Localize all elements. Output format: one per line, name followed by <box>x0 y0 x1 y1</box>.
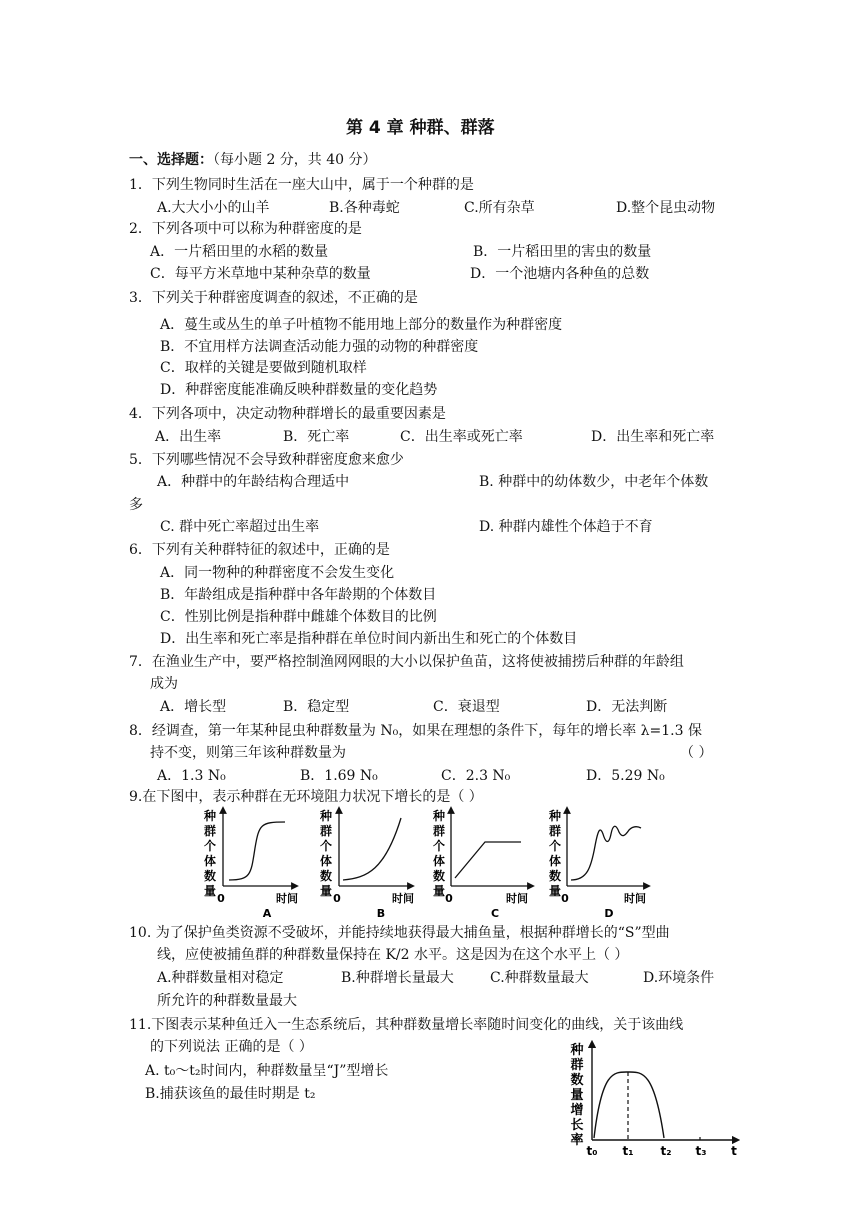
q9-graph-d <box>548 808 647 920</box>
section-header <box>129 150 377 170</box>
q2-option-a: A．一片稻田里的水稻的数量 <box>150 244 329 260</box>
q11-ylabel-2: 群 <box>570 1058 584 1073</box>
q9-stem: 9.在下图中，表示种群在无环境阻力状况下增长的是（ ） <box>129 789 483 805</box>
q11-stem: 11.下图表示某种鱼迁入一生态系统后，其种群数量增长率随时间变化的曲线，关于该曲线 <box>129 1017 684 1033</box>
q9-b-origin: 0 <box>333 892 341 905</box>
q9-c-letter: C <box>490 907 500 920</box>
q4-option-a: A．出生率 <box>155 429 222 445</box>
q11-ylabel-7: 率 <box>570 1133 584 1148</box>
q9-b-letter: B <box>376 907 386 920</box>
q9-c-ylabel-5: 数 <box>432 869 446 883</box>
q4-option-c: C．出生率或死亡率 <box>400 429 523 445</box>
q9-c-ylabel-4: 体 <box>432 854 446 868</box>
q9-b-ylabel-2: 群 <box>319 824 333 838</box>
q9-d-ylabel-4: 体 <box>548 854 562 868</box>
q1-option-a: A.大大小小的山羊 <box>157 200 270 216</box>
q5-option-b-continued: 多 <box>129 497 143 513</box>
q1-option-c: C.所有杂草 <box>464 200 535 216</box>
q6-option-c: C．性别比例是指种群中雌雄个体数目的比例 <box>160 609 437 625</box>
q11-tick-t3: t₃ <box>695 1144 707 1158</box>
q5-option-b: B. 种群中的幼体数少，中老年个体数 <box>479 474 709 490</box>
q9-a-origin: 0 <box>217 892 225 905</box>
q9-d-ylabel-1: 种 <box>548 809 562 823</box>
q9-a-ylabel-4: 体 <box>203 854 217 868</box>
q5-option-d: D. 种群内雄性个体趋于不育 <box>479 519 653 535</box>
q6-option-b: B．年龄组成是指种群中各年龄期的个体数目 <box>160 587 437 603</box>
q9-c-ylabel-3: 个 <box>432 839 446 853</box>
q4-stem: 4．下列各项中，决定动物种群增长的最重要因素是 <box>129 406 446 422</box>
q8-option-d: D．5.29 N₀ <box>586 768 665 784</box>
q6-option-a: A．同一物种的种群密度不会发生变化 <box>160 565 395 581</box>
q8-stem: 8．经调查，第一年某种昆虫种群数量为 N₀，如果在理想的条件下，每年的增长率 λ=1.3 保 <box>129 723 702 739</box>
q9-b-xlabel: 时间 <box>392 892 414 905</box>
q10-option-b: B.种群增长量最大 <box>341 970 454 986</box>
q9-figure <box>195 804 665 922</box>
q7-stem: 7．在渔业生产中，要严格控制渔网网眼的大小以保护鱼苗，这将使被捕捞后种群的年龄组 <box>129 654 684 670</box>
q11-tick-t0: t₀ <box>586 1144 598 1158</box>
q10-stem: 10. 为了保护鱼类资源不受破坏，并能持续地获得最大捕鱼量，根据种群增长的“S”型曲 <box>129 925 670 941</box>
q5-option-c: C. 群中死亡率超过出生率 <box>160 519 320 535</box>
q9-c-curve <box>455 842 521 878</box>
q5-stem: 5．下列哪些情况不会导致种群密度愈来愈少 <box>129 452 404 468</box>
q4-option-d: D．出生率和死亡率 <box>591 429 715 445</box>
q9-d-letter: D <box>604 907 614 920</box>
q3-option-b: B．不宜用样方法调查活动能力强的动物的种群密度 <box>160 339 479 355</box>
q9-b-ylabel-3: 个 <box>319 839 333 853</box>
q2-option-c: C．每平方米草地中某种杂草的数量 <box>150 266 371 282</box>
q1-stem: 1．下列生物同时生活在一座大山中，属于一个种群的是 <box>129 177 474 193</box>
q11-tick-t2: t₂ <box>660 1144 672 1158</box>
q9-a-xlabel: 时间 <box>276 892 298 905</box>
q4-option-b: B．死亡率 <box>283 429 350 445</box>
q9-d-ylabel-2: 群 <box>548 824 562 838</box>
q11-ylabel-4: 量 <box>570 1088 584 1103</box>
section-heading: 一、选择题： <box>129 152 213 168</box>
q10-option-c: C.种群数量最大 <box>490 970 589 986</box>
q9-b-ylabel-4: 体 <box>319 854 333 868</box>
page-title: 第 4 章 种群、群落 <box>346 118 495 138</box>
q9-c-ylabel-2: 群 <box>432 824 446 838</box>
q11-tick-t: t <box>731 1144 737 1158</box>
q9-c-ylabel-6: 量 <box>432 884 446 898</box>
q9-d-ylabel-5: 数 <box>548 869 562 883</box>
q3-option-a: A．蔓生或丛生的单子叶植物不能用地上部分的数量作为种群密度 <box>160 317 563 333</box>
q9-c-origin: 0 <box>445 892 453 905</box>
q9-graph-a <box>203 808 298 920</box>
q6-stem: 6．下列有关种群特征的叙述中，正确的是 <box>129 542 390 558</box>
q9-a-ylabel-6: 量 <box>203 884 217 898</box>
q9-d-ylabel-6: 量 <box>548 884 562 898</box>
q9-d-curve <box>571 826 641 880</box>
q8-option-b: B．1.69 N₀ <box>300 768 378 784</box>
q10-option-d: D.环境条件 <box>643 970 715 986</box>
q9-b-curve <box>343 818 401 880</box>
q11-curve <box>594 1072 664 1138</box>
q3-option-d: D．种群密度能准确反映种群数量的变化趋势 <box>160 382 438 398</box>
q2-option-b: B．一片稻田里的害虫的数量 <box>473 244 652 260</box>
q10-option-d-continued: 所允许的种群数量最大 <box>157 993 297 1009</box>
q11-figure <box>562 1040 747 1162</box>
q7-option-c: C．衰退型 <box>433 699 500 715</box>
q7-option-d: D．无法判断 <box>586 699 668 715</box>
q9-b-ylabel-6: 量 <box>319 884 333 898</box>
q8-option-c: C．2.3 N₀ <box>441 768 511 784</box>
q9-a-ylabel-2: 群 <box>203 824 217 838</box>
q9-d-xlabel: 时间 <box>624 892 646 905</box>
q7-stem-continued: 成为 <box>150 676 178 692</box>
q11-tick-t1: t₁ <box>622 1144 634 1158</box>
q7-option-a: A．增长型 <box>160 699 227 715</box>
q6-option-d: D．出生率和死亡率是指种群在单位时间内新出生和死亡的个体数目 <box>160 631 578 647</box>
q9-c-ylabel-1: 种 <box>432 809 446 823</box>
q8-answer-paren: （ ） <box>680 745 713 761</box>
q9-d-origin: 0 <box>561 892 569 905</box>
q9-b-ylabel-5: 数 <box>319 869 333 883</box>
q5-option-a: A．种群中的年龄结构合理适中 <box>157 474 350 490</box>
q11-stem-continued: 的下列说法 正确的是（ ） <box>150 1039 313 1055</box>
q10-option-a: A.种群数量相对稳定 <box>157 970 284 986</box>
q9-a-letter: A <box>262 907 272 920</box>
q9-d-ylabel-3: 个 <box>548 839 562 853</box>
q11-option-a: A. t₀～t₂时间内，种群数量呈“J”型增长 <box>145 1063 389 1079</box>
q9-a-curve <box>229 822 285 880</box>
q11-ylabel-3: 数 <box>570 1073 584 1088</box>
q11-option-b: B.捕获该鱼的最佳时期是 t₂ <box>145 1086 316 1102</box>
q2-option-d: D．一个池塘内各种鱼的总数 <box>470 266 650 282</box>
q1-option-b: B.各种毒蛇 <box>329 200 400 216</box>
q2-stem: 2．下列各项中可以称为种群密度的是 <box>129 221 362 237</box>
q9-b-ylabel-1: 种 <box>319 809 333 823</box>
q11-ylabel-5: 增 <box>570 1103 584 1118</box>
q8-stem-continued: 持不变，则第三年该种群数量为 <box>150 745 346 761</box>
q11-ylabel-6: 长 <box>570 1118 584 1133</box>
q3-option-c: C．取样的关键是要做到随机取样 <box>160 360 367 376</box>
q11-ylabel-1: 种 <box>570 1043 584 1058</box>
section-note: （每小题 2 分，共 40 分） <box>213 152 377 168</box>
q7-option-b: B．稳定型 <box>283 699 350 715</box>
q3-stem: 3．下列关于种群密度调查的叙述，不正确的是 <box>129 290 418 306</box>
q8-option-a: A．1.3 N₀ <box>157 768 226 784</box>
q9-a-ylabel-1: 种 <box>203 809 217 823</box>
q9-graph-c <box>432 808 531 920</box>
q1-option-d: D.整个昆虫动物 <box>616 200 716 216</box>
q9-graph-b <box>319 808 414 920</box>
q9-c-xlabel: 时间 <box>506 892 528 905</box>
q10-stem-continued: 线，应使被捕鱼群的种群数量保持在 K/2 水平。这是因为在这个水平上（ ） <box>157 947 629 963</box>
q9-a-ylabel-3: 个 <box>203 839 217 853</box>
q9-a-ylabel-5: 数 <box>203 869 217 883</box>
